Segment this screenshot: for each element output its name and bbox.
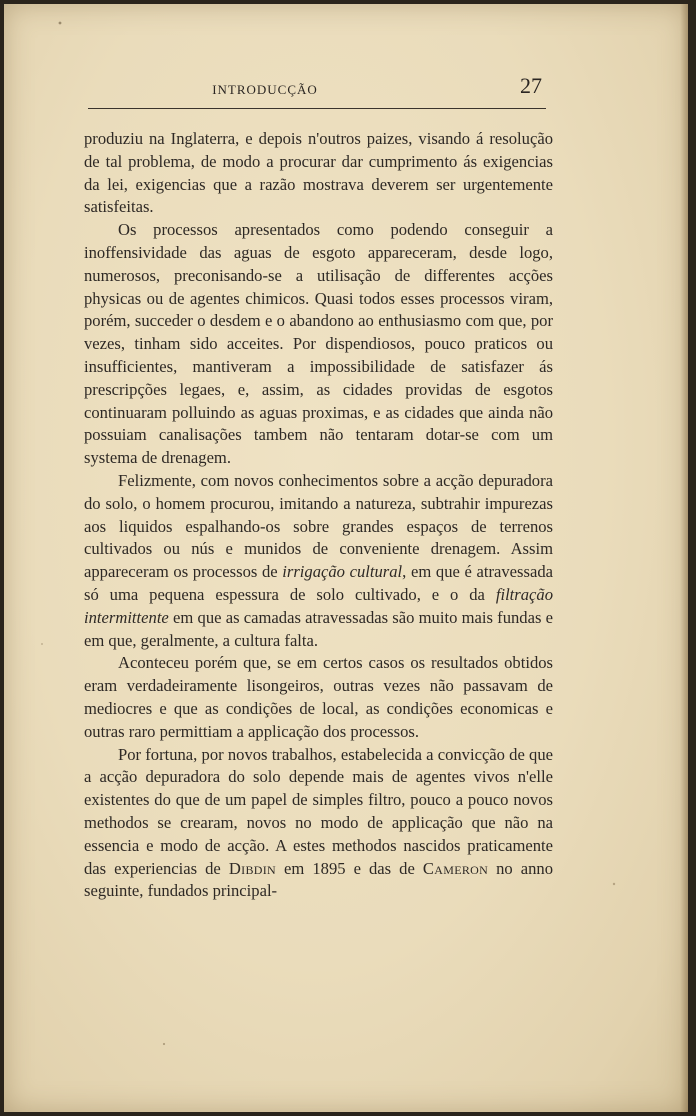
page-number: 27 [520, 73, 542, 98]
text-run: Aconteceu porém que, se em certos casos os resultados obtidos eram verdadeiramente lisongeiros, outras vezes não passavam de mediocres e que as condições de local, as condições economicas e outras raro permittiam a applicação dos processos. [84, 653, 553, 741]
header-rule [88, 108, 546, 109]
running-header [84, 70, 546, 106]
italic-term: filtração intermittente [84, 584, 553, 627]
paragraph [84, 219, 553, 470]
running-title: INTRODUCÇÃO [212, 82, 318, 97]
text-run: Os processos apresentados como podendo conseguir a inoffensividade das aguas de esgoto appareceram, desde logo, numerosos, preconisando-se a utilisação de differentes acções physicas ou de agentes chimicos. Quasi todos esses processos viram, porém, succeder o desdem e o abandono ao enthusiasmo com que, por vezes, tinham sido acceites. Por dispendiosos, pouco praticos ou insufficientes, mantiveram a impossibilidade de satisfazer ás prescripções legaes, e, assim, as cidades providas de esgotos continuaram polluindo as aguas proximas, e as cidades que ainda não possuiam canalisações tambem não tentaram dotar-se com um systema de drenagem. [84, 220, 553, 468]
text-run: em 1895 e das de [275, 858, 423, 878]
author-name: Dibdin [228, 858, 276, 878]
book-page [4, 4, 688, 1112]
page-edge-shadow [680, 4, 688, 1112]
body-text [84, 128, 553, 903]
author-name: Cameron [422, 858, 489, 878]
text-run: , em que é atravessada só uma pequena espessura de solo cultivado, e o da [84, 562, 553, 604]
text-run: produziu na Inglaterra, e depois n'outros paizes, visando á resolução de tal problema, de modo a procurar dar cumprimento ás exigencias da lei, exigencias que a razão mostrava deverem ser urgentemente satisfeitas. [84, 129, 553, 217]
text-run: Felizmente, com novos conhecimentos sobre a acção depuradora do solo, o homem procurou, imitando a natureza, subtrahir impurezas aos liquidos espalhando-os sobre grandes espaços de terrenos cultivados ou nús e munidos de conveniente drenagem. Assim appareceram os processos de [84, 470, 553, 582]
paragraph [84, 652, 553, 743]
paragraph [84, 128, 553, 219]
italic-term: irrigação cultural [282, 562, 403, 582]
text-run: em que as camadas atravessadas são muito mais fundas e em que, geralmente, a cultura falta. [84, 607, 553, 650]
text-run: Por fortuna, por novos trabalhos, estabelecida a convicção de que a acção depuradora do solo depende mais de agentes vivos n'elle existentes do que de um papel de simples filtro, pouco a pouco novos methodos se crearam, novos no modo de applicação que não na essencia e modo de acção. A estes methodos nascidos praticamente das experiencias de [84, 744, 553, 878]
paragraph [84, 744, 553, 904]
text-run: no anno seguinte, fundados principal- [84, 858, 554, 901]
paragraph [84, 470, 553, 652]
